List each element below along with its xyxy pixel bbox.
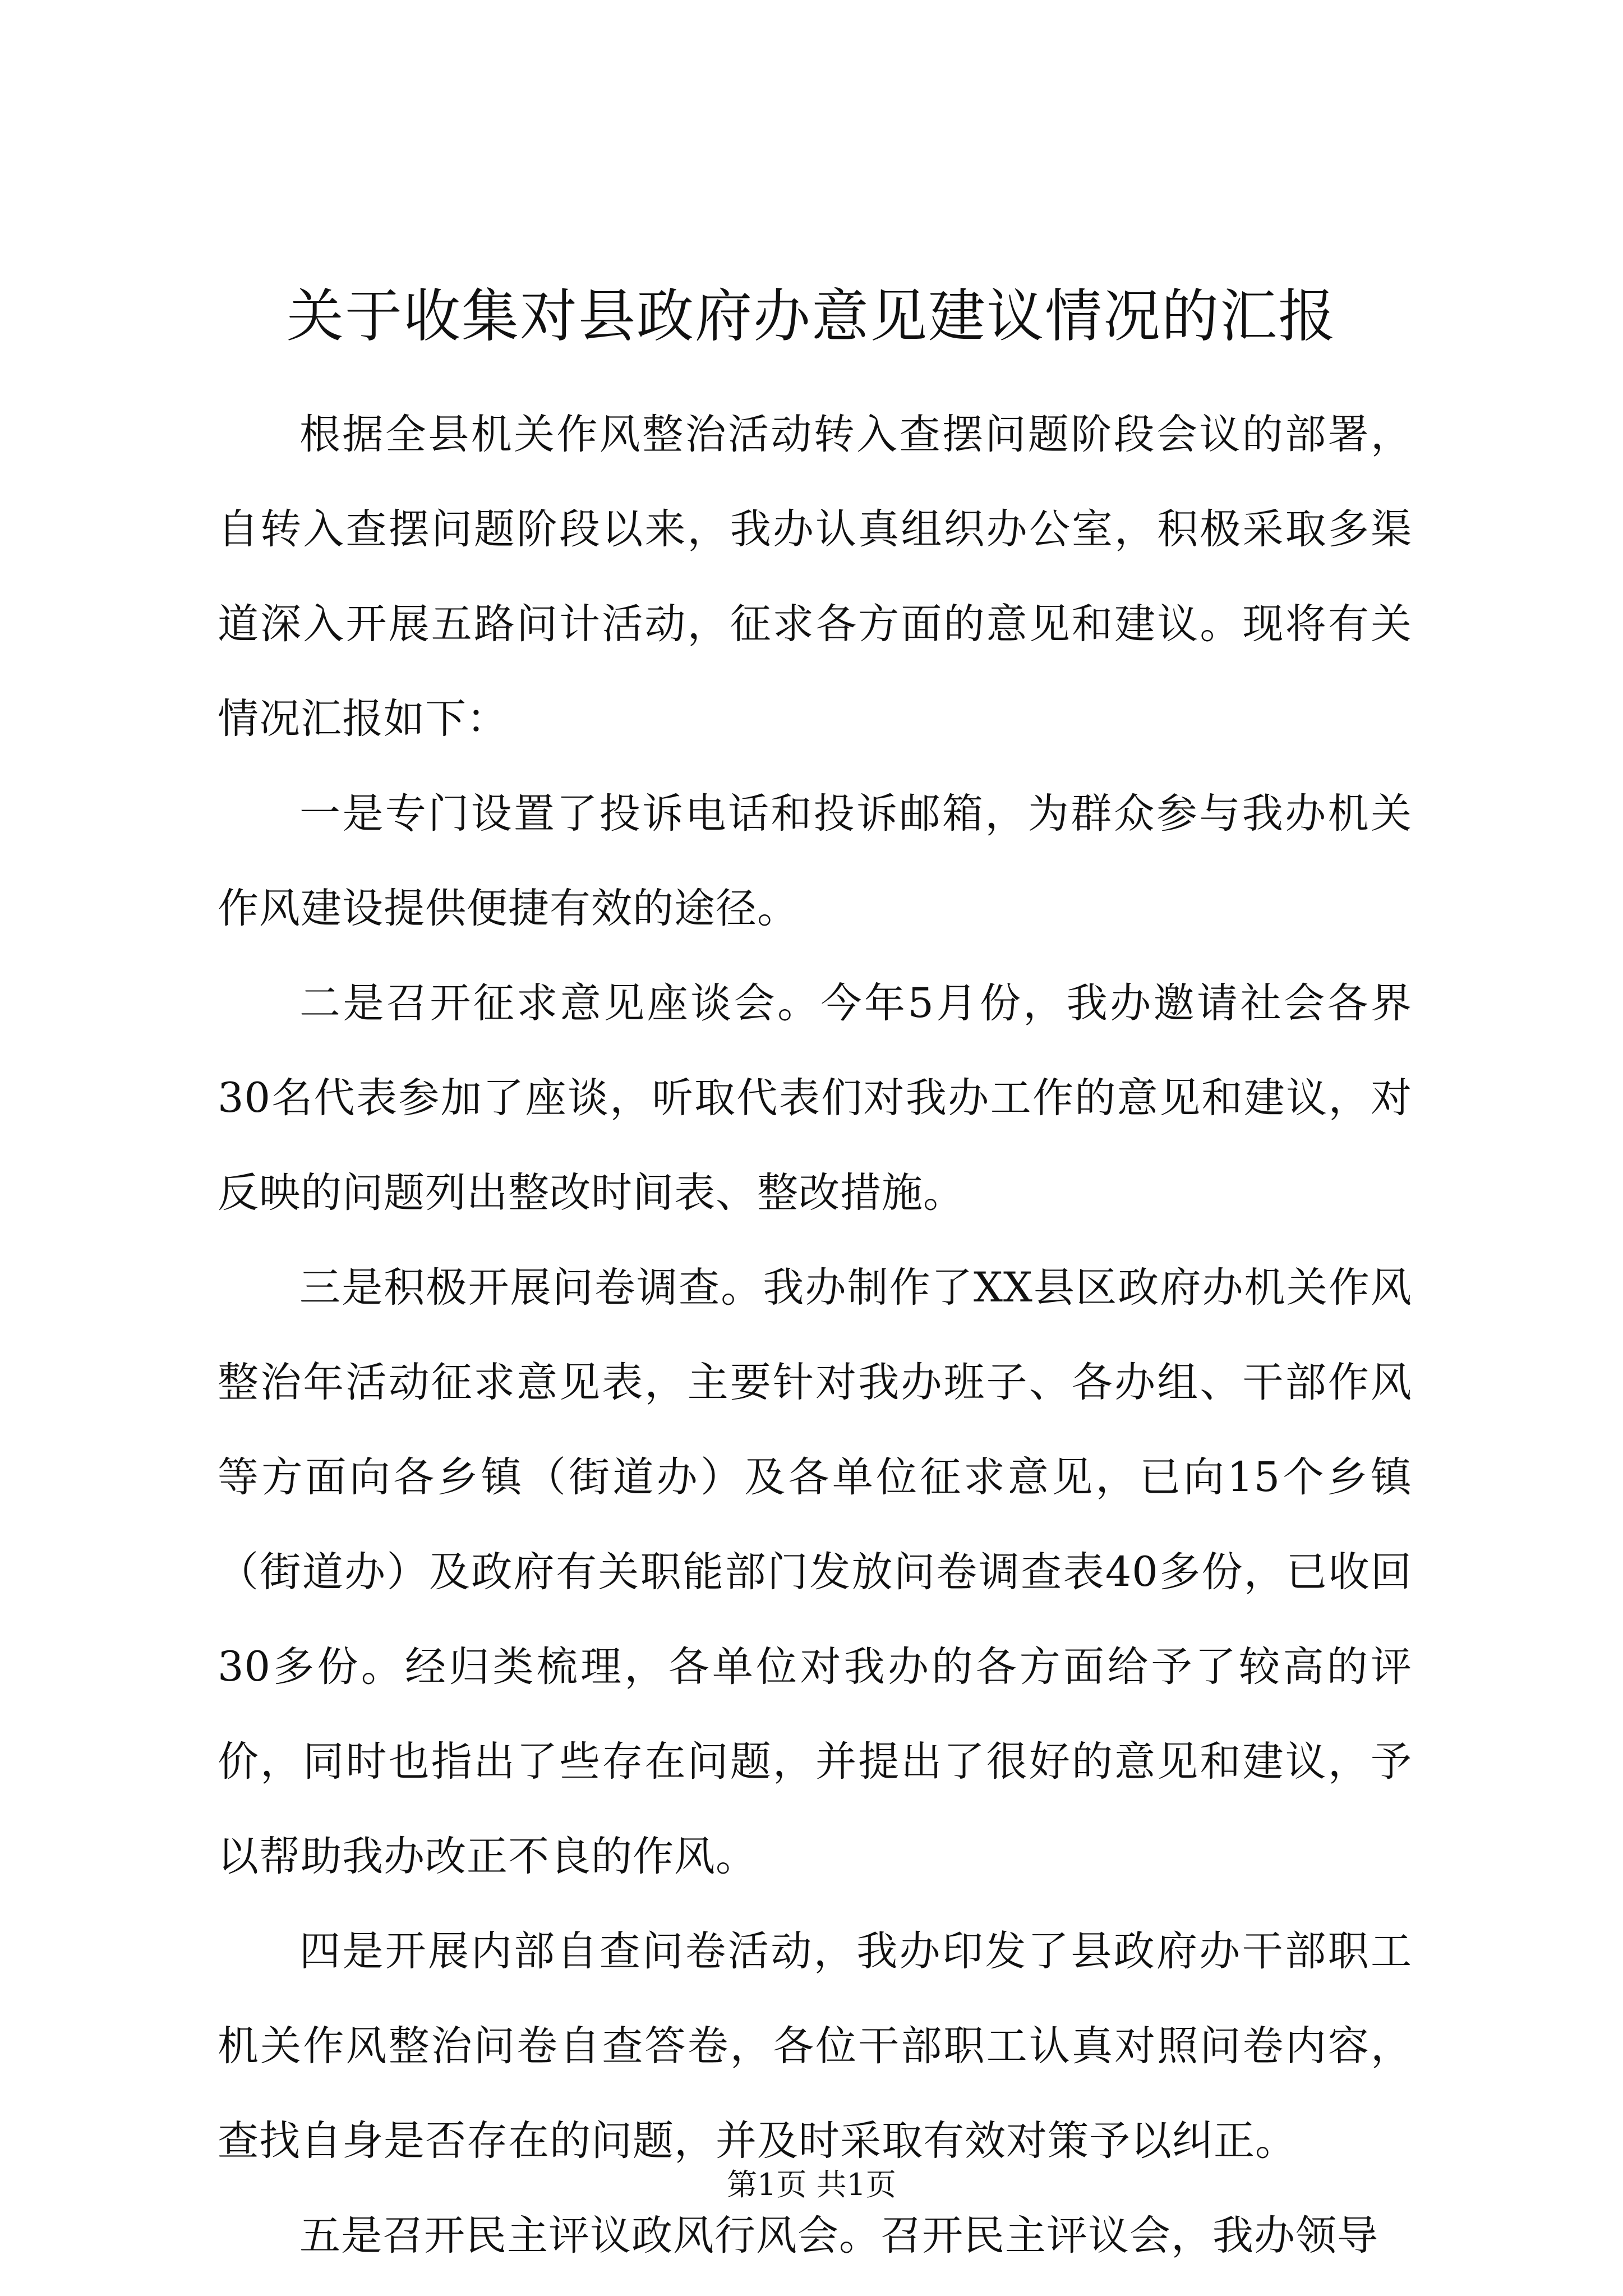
paragraph-item-1: 一是专门设置了投诉电话和投诉邮箱，为群众参与我办机关作风建设提供便捷有效的途径。 xyxy=(218,790,1412,932)
document-body xyxy=(218,387,1412,2283)
page-footer: 第1页 共1页 xyxy=(727,2167,896,2202)
paragraph-item-4: 四是开展内部自查问卷活动，我办印发了县政府办干部职工机关作风整治问卷自查答卷，各位干部职工认真对照问卷内容，查找自身是否存在的问题，并及时采取有效对策予以纠正。 xyxy=(218,1927,1412,2165)
paragraph-item-3: 三是积极开展问卷调查。我办制作了XX县区政府办机关作风整治年活动征求意见表，主要针对我办班子、各办组、干部作风等方面向各乡镇（街道办）及各单位征求意见，已向15个乡镇（街道办）及政府有关职能部门发放问卷调查表40多份，已收回30多份。经归类梳理，各单位对我办的各方面给予了较高的评价，同时也指出了些存在问题，并提出了很好的意见和建议，予以帮助我办改正不良的作风。 xyxy=(218,1264,1412,1880)
paragraph-item-5: 五是召开民主评议政风行风会。召开民主评议会，我办领导 xyxy=(299,2212,1378,2260)
paragraph-item-2: 二是召开征求意见座谈会。今年5月份，我办邀请社会各界30名代表参加了座谈，听取代表们对我办工作的意见和建议，对反映的问题列出整改时间表、整改措施。 xyxy=(218,979,1412,1217)
paragraph-intro: 根据全县机关作风整治活动转入查摆问题阶段会议的部署，自转入查摆问题阶段以来，我办认真组织办公室，积极采取多渠道深入开展五路问计活动，征求各方面的意见和建议。现将有关情况汇报如下： xyxy=(218,411,1412,743)
document-title: 关于收集对县政府办意见建议情况的汇报 xyxy=(287,283,1336,350)
